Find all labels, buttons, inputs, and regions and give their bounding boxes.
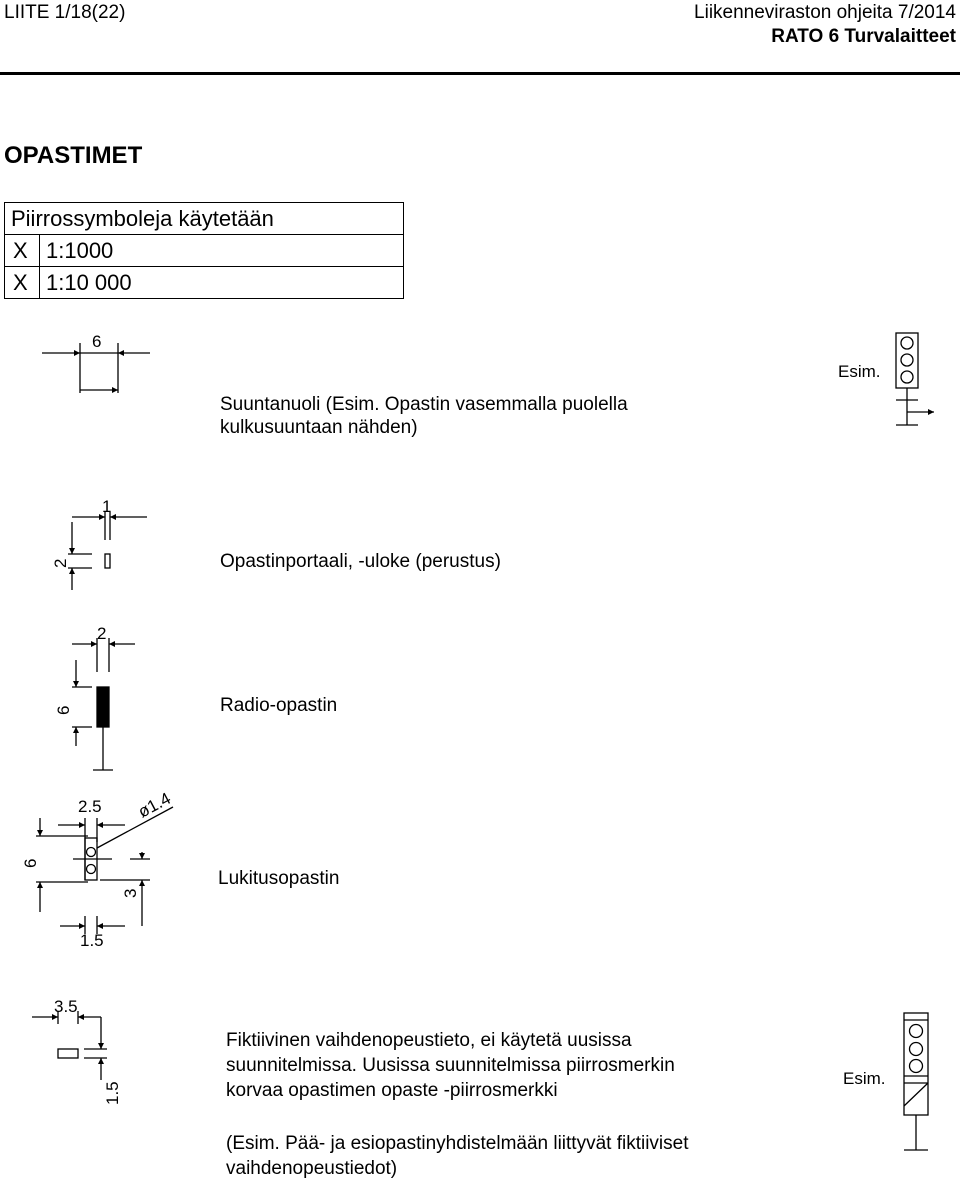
desc-line: Suuntanuoli (Esim. Opastin vasemmalla puolella: [220, 394, 628, 415]
desc-line: kulkusuuntaan nähden): [220, 417, 418, 438]
dim-label: 6: [21, 858, 40, 868]
example-label: Esim.: [838, 362, 881, 381]
gantry-desc: Opastinportaali, -uloke (perustus): [220, 551, 501, 572]
scale-value: 1:10 000: [40, 267, 404, 299]
diameter-label: ø1.4: [134, 788, 174, 822]
desc-line: Fiktiivinen vaihdenopeustieto, ei käytetä uusissa: [226, 1030, 632, 1051]
scale-mark: X: [5, 235, 40, 267]
note-line: (Esim. Pää- ja esiopastinyhdistelmään liittyvät fiktiiviset: [226, 1133, 689, 1154]
scale-value: 1:1000: [40, 235, 404, 267]
note-line: vaihdenopeustiedot): [226, 1158, 398, 1179]
header-section: RATO 6 Turvalaitteet: [771, 26, 956, 47]
scale-table-heading: Piirrossymboleja käytetään: [5, 203, 404, 235]
dim-label: 1: [102, 497, 112, 516]
fictive-desc: [226, 1028, 675, 1103]
dim-label: 1.5: [80, 931, 104, 950]
desc-line: suunnitelmissa. Uusissa suunnitelmissa piirrosmerkin: [226, 1055, 675, 1076]
header-publication: Liikenneviraston ohjeita 7/2014: [694, 2, 956, 23]
scale-mark: X: [5, 267, 40, 299]
dim-label: 2: [51, 558, 70, 568]
signal-example-fictive: [904, 1013, 928, 1150]
gantry-foundation-symbol: [68, 512, 147, 590]
radio-signal-desc: Radio-opastin: [220, 695, 338, 716]
dim-label: 6: [54, 705, 73, 715]
dim-label: 6: [92, 332, 102, 351]
desc-line: korvaa opastimen opaste -piirrosmerkki: [226, 1080, 558, 1101]
locking-signal-symbol: [36, 807, 173, 934]
dim-label: 3.5: [54, 997, 78, 1016]
radio-signal-symbol: [72, 638, 135, 770]
fictive-note: [226, 1131, 689, 1181]
header-appendix-label: LIITE 1/18(22): [4, 2, 126, 23]
example-label: Esim.: [843, 1069, 886, 1088]
dim-label: 3: [121, 888, 140, 898]
fictive-speed-symbol: [32, 1011, 107, 1080]
page-title: OPASTIMET: [4, 142, 143, 169]
locking-signal-desc: Lukitusopastin: [218, 868, 340, 889]
dim-label: 2.5: [78, 797, 102, 816]
dim-label: 2: [97, 624, 107, 643]
direction-arrow-desc: [220, 393, 628, 439]
dim-label: 1.5: [103, 1081, 122, 1105]
signal-example-3-lights: [896, 333, 934, 425]
